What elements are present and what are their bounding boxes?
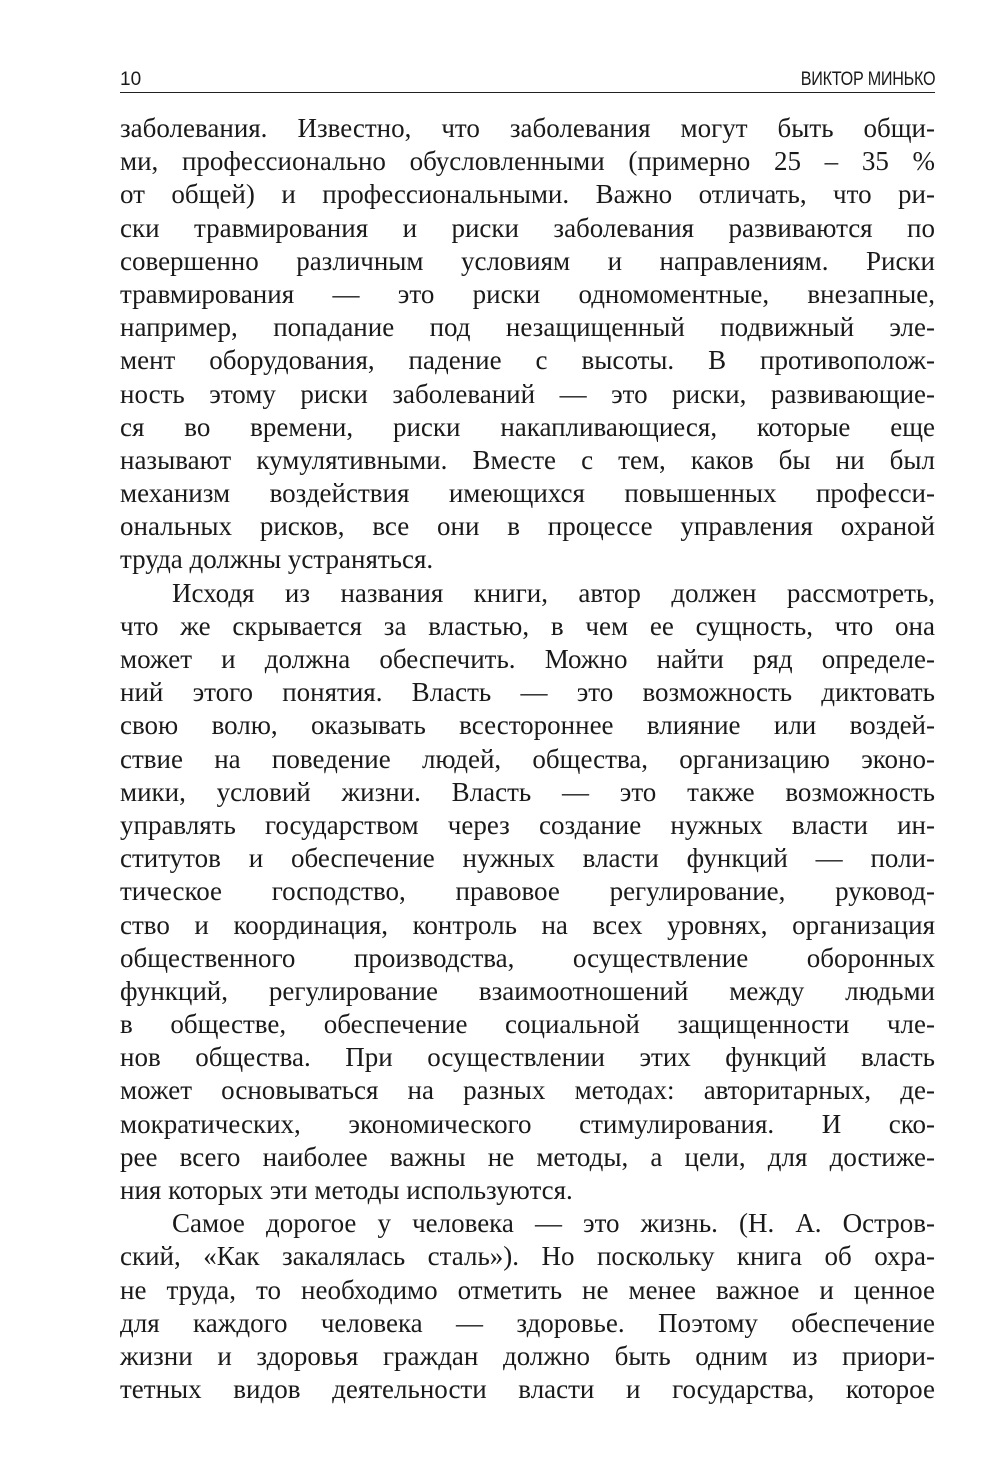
text-line: ональных рисков, все они в процессе управления охраной xyxy=(120,511,935,542)
text-line: ность этому риски заболеваний — это риски, развивающие- xyxy=(120,378,935,409)
running-header xyxy=(120,64,935,93)
text-line: тетных видов деятельности власти и государства, которое xyxy=(120,1374,935,1405)
running-header-author: ВИКТОР МИНЬКО xyxy=(800,69,935,90)
text-line: общественного производства, осуществление оборонных xyxy=(120,942,935,973)
text-line: что же скрывается за властью, в чем ее сущность, что она xyxy=(120,610,935,641)
text-line: ский, «Как закалялась сталь»). Но поскольку книга об охра- xyxy=(120,1241,935,1272)
text-line: называют кумулятивными. Вместе с тем, каков бы ни был xyxy=(120,444,935,475)
text-line: функций, регулирование взаимоотношений между людьми xyxy=(120,975,935,1006)
text-line: ствие на поведение людей, общества, организацию эконо- xyxy=(120,743,935,774)
text-line: для каждого человека — здоровье. Поэтому обеспечение xyxy=(120,1307,935,1338)
text-line: ми, профессионально обусловленными (примерно 25 – 35 % xyxy=(120,146,935,177)
text-line: свою волю, оказывать всестороннее влияние или воздей- xyxy=(120,710,935,741)
text-line: Самое дорогое у человека — это жизнь. (Н. А. Остров- xyxy=(172,1208,935,1239)
paragraph xyxy=(120,1207,935,1406)
text-line: тическое господство, правовое регулирование, руковод- xyxy=(120,876,935,907)
text-line: заболевания. Известно, что заболевания могут быть общи- xyxy=(120,113,935,143)
text-line: травмирования — это риски одномоментные, внезапные, xyxy=(120,278,935,309)
text-line: ний этого понятия. Власть — это возможность диктовать xyxy=(120,677,935,708)
text-line: труда должны устраняться. xyxy=(120,544,434,575)
text-line: управлять государством через создание нужных власти ин- xyxy=(120,809,935,840)
body-text xyxy=(120,112,935,1406)
text-line: нов общества. При осуществлении этих функций власть xyxy=(120,1042,935,1073)
paragraph xyxy=(120,577,935,1208)
text-line: в обществе, обеспечение социальной защищенности чле- xyxy=(120,1009,935,1040)
text-line: ститутов и обеспечение нужных власти функций — поли- xyxy=(120,843,935,874)
text-line: ски травмирования и риски заболевания развиваются по xyxy=(120,212,935,243)
text-line: мократических, экономического стимулирования. И ско- xyxy=(120,1108,935,1139)
text-line: может основываться на разных методах: авторитарных, де- xyxy=(120,1075,935,1106)
page-number: 10 xyxy=(120,69,142,90)
text-line: может и должна обеспечить. Можно найти ряд определе- xyxy=(120,644,935,674)
text-line: не труда, то необходимо отметить не менее важное и ценное xyxy=(120,1274,935,1305)
text-line: рее всего наиболее важны не методы, а цели, для достиже- xyxy=(120,1141,935,1172)
text-line: ство и координация, контроль на всех уровнях, организация xyxy=(120,909,935,940)
text-line: мики, условий жизни. Власть — это также возможность xyxy=(120,776,935,807)
text-line: ся во времени, риски накапливающиеся, которые еще xyxy=(120,411,935,442)
text-line: механизм воздействия имеющихся повышенных професси- xyxy=(120,478,935,509)
text-line: например, попадание под незащищенный подвижный эле- xyxy=(120,312,935,343)
text-line: жизни и здоровья граждан должно быть одним из приори- xyxy=(120,1340,935,1371)
text-line: от общей) и профессиональными. Важно отличать, что ри- xyxy=(120,179,935,210)
text-line: ния которых эти методы используются. xyxy=(120,1175,573,1205)
paragraph xyxy=(120,112,935,577)
text-line: Исходя из названия книги, автор должен рассмотреть, xyxy=(172,577,935,608)
text-line: совершенно различным условиям и направлениям. Риски xyxy=(120,245,935,276)
text-line: мент оборудования, падение с высоты. В противополож- xyxy=(120,345,935,376)
